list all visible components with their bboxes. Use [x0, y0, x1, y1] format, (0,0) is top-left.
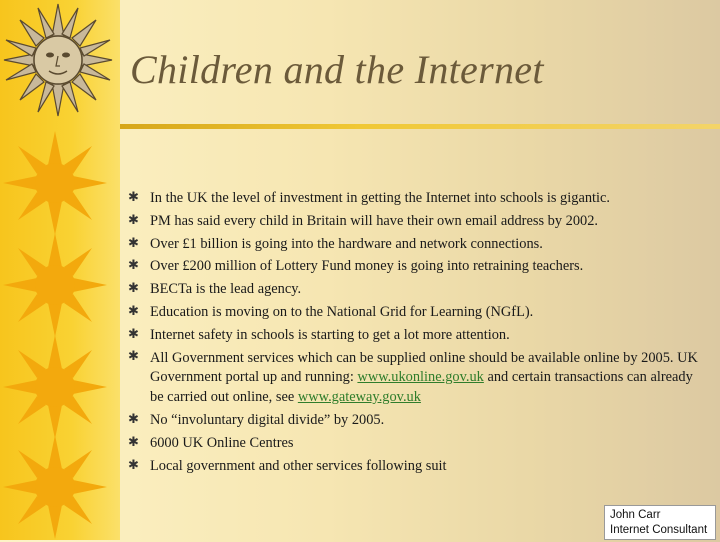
- bullet-icon: ✱: [128, 348, 139, 364]
- list-item: ✱ No “involuntary digital divide” by 2005.: [128, 409, 708, 432]
- bullet-icon: ✱: [128, 190, 139, 205]
- gateway-link[interactable]: www.gateway.gov.uk: [297, 388, 421, 405]
- list-item: ✱ In the UK the level of investment in getting the Internet into schools is gigantic.: [128, 187, 708, 210]
- bullet-icon: ✱: [128, 235, 139, 251]
- sunburst-icon: [0, 230, 110, 340]
- bullet-icon: ✱: [128, 281, 139, 297]
- list-item: ✱ Over £200 million of Lottery Fund money is going into retraining teachers.: [128, 255, 708, 278]
- list-item: ✱ PM has said every child in Britain will have their own email address by 2002.: [128, 210, 708, 233]
- author-credit-box: [604, 505, 716, 540]
- sun-face-icon: [2, 2, 114, 118]
- list-item: ✱ Local government and other services following suit: [128, 455, 708, 478]
- bullet-icon: ✱: [128, 326, 139, 342]
- list-item: ✱ Education is moving on to the National Grid for Learning (NGfL).: [128, 301, 708, 324]
- list-item: ✱ All Government services which can be supplied online should be available online by 2005. UK Government portal up and running: www.ukonline.gov.uk and certain transactions can already be carried out online, see www.gateway.gov.uk: [128, 348, 698, 405]
- ukonline-link[interactable]: www.ukonline.gov.uk: [357, 369, 484, 386]
- author-role: Internet Consultant: [610, 524, 708, 536]
- list-item: ✱ 6000 UK Online Centres: [128, 432, 708, 455]
- sunburst-icon: [0, 432, 110, 542]
- sunburst-icon: [0, 332, 110, 442]
- title-divider: [120, 124, 720, 129]
- bullet-icon: ✱: [128, 303, 139, 319]
- list-item: ✱ Over £1 billion is going into the hardware and network connections.: [128, 233, 708, 256]
- page-title: Children and the Internet: [130, 47, 544, 92]
- bullet-icon: ✱: [128, 212, 139, 228]
- bullet-icon: ✱: [128, 258, 139, 274]
- bullet-icon: ✱: [128, 457, 139, 473]
- list-item: ✱ BECTa is the lead agency.: [128, 278, 708, 301]
- list-item: ✱ Internet safety in schools is starting to get a lot more attention.: [128, 324, 708, 347]
- bullet-list: [128, 187, 708, 478]
- left-decorative-strip: [0, 0, 120, 540]
- bullet-icon: ✱: [128, 435, 139, 451]
- sunburst-icon: [0, 128, 110, 238]
- bullet-icon: ✱: [128, 412, 139, 428]
- author-name: John Carr: [610, 509, 661, 521]
